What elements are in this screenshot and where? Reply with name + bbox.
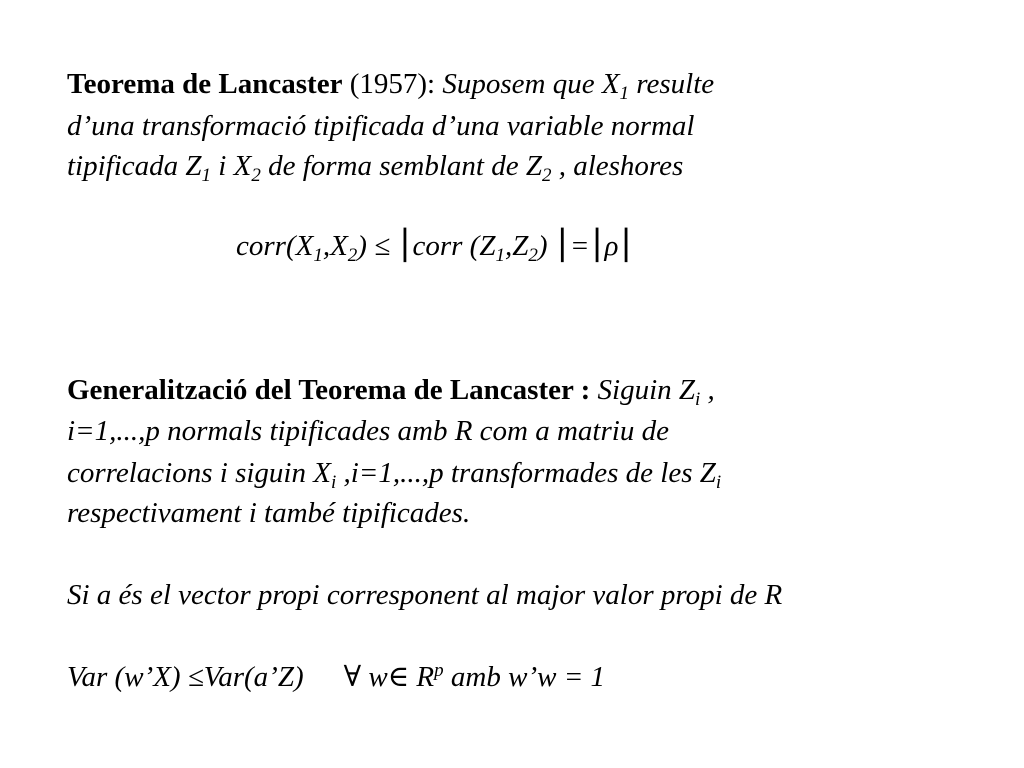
theorem-line-1: Teorema de Lancaster (1957): Suposem que $X_1$ resulte xyxy=(67,68,715,104)
eigenvector-statement: Si a és el vector propi corresponent al major valor propi de R xyxy=(67,579,783,611)
theorem-title: Teorema de Lancaster xyxy=(67,68,343,100)
theorem-line-3: tipificada $Z_1$ i $X_2$ de forma semblant de $Z_2$ , aleshores xyxy=(67,150,684,186)
generalization-line-2: i=1,...,p normals tipificades amb R com a matriu de xyxy=(67,415,669,447)
generalization-line-1: Generalització del Teorema de Lancaster : Siguin $Z_i$ , xyxy=(67,374,715,410)
generalization-title: Generalització del Teorema de Lancaster xyxy=(67,374,574,406)
generalization-line-3: correlacions i siguin $X_i$ ,i=1,...,p transformades de les $Z_i$ xyxy=(67,457,722,493)
generalization-line-4: respectivament i també tipificades. xyxy=(67,497,471,529)
lancaster-formula: $corr(X_1,X_2)$ ≤ ⎮corr $(Z_1,Z_2)$ ⎮=⎮ρ⎮ xyxy=(236,230,634,266)
variance-inequality: Var (w’X) ≤Var(a’Z) ∀ w∈ $R^p$ amb w’w = 1 xyxy=(67,660,606,693)
theorem-line-2: d’una transformació tipificada d’una variable normal xyxy=(67,110,695,142)
